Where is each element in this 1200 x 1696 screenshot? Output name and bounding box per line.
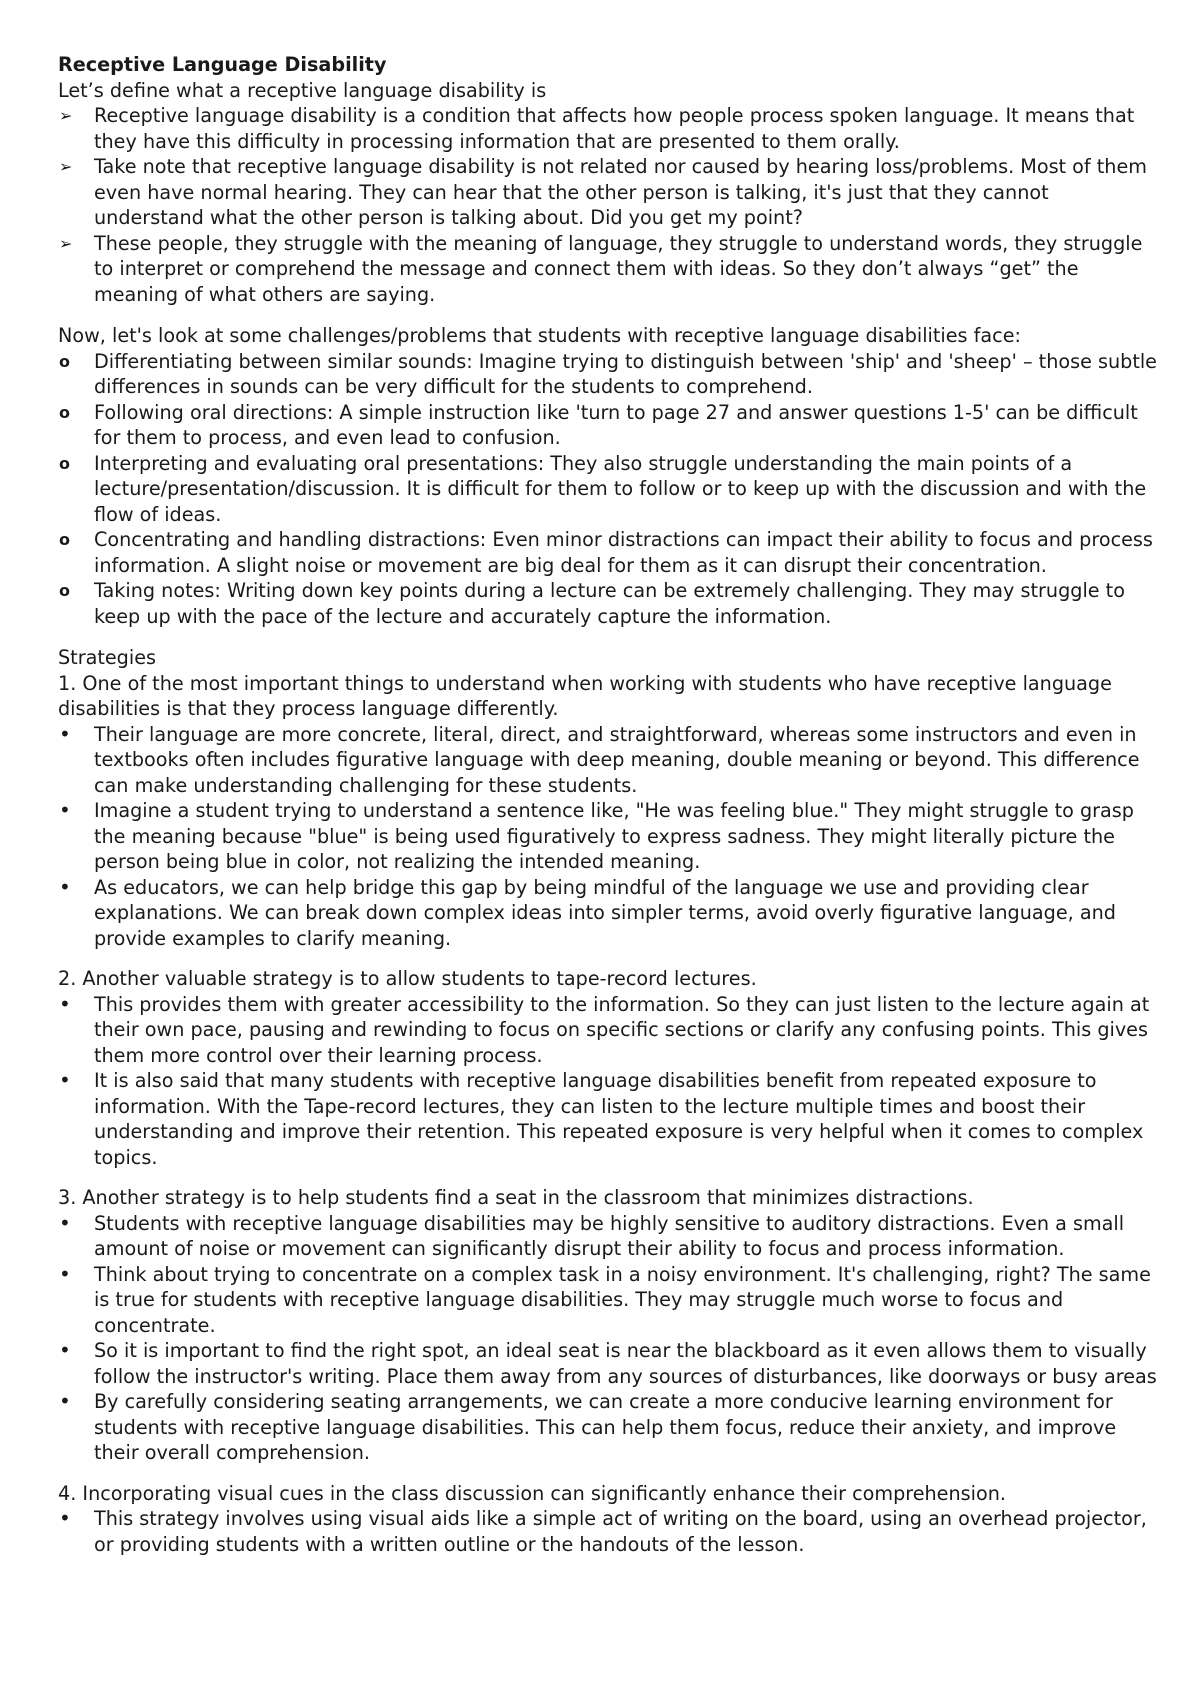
list-item: • This provides them with greater accessibility to the information. So they can just listen to the lecture again at their own pace, pausing and rewinding to focus on specific sections or clarify any confusing points. This gives them more control over their learning process. [59, 991, 1150, 1067]
dot-bullet-icon: • [59, 1210, 71, 1235]
intro-line: Let’s define what a receptive language disability is [58, 78, 547, 102]
strategy-1-heading: 1. One of the most important things to understand when working with students who have receptive language disabilities is that they process language differently. [58, 671, 1112, 720]
list-item: • By carefully considering seating arrangements, we can create a more conducive learning environment for students with receptive language disabilities. This can help them focus, reduce their anxiety, and improve their overall comprehension. [59, 1389, 1117, 1464]
challenges-list [58, 349, 1158, 630]
strategy-4-list [58, 1506, 1158, 1557]
arrow-bullet-icon: ➢ [59, 106, 73, 125]
list-item: • Think about trying to concentrate on a complex task in a noisy environment. It's challenging, right? The same is true for students with receptive language disabilities. They may struggle much worse to focus and concentrate. [59, 1261, 1151, 1337]
arrow-bullet-icon: ➢ [59, 233, 73, 253]
list-item: o Interpreting and evaluating oral presentations: They also struggle understanding the main points of a lecture/presentation/discussion. It is difficult for them to follow or to keep up with the discussion and with the flow of ideas. [59, 451, 1147, 526]
strategy-3-list [58, 1211, 1158, 1466]
dot-bullet-icon: • [59, 1389, 71, 1413]
dot-bullet-icon: • [59, 1506, 71, 1530]
document-page [58, 52, 1158, 1557]
circle-bullet-icon: o [59, 351, 70, 371]
list-item: • So it is important to find the right spot, an ideal seat is near the blackboard as it even allows them to visually follow the instructor's writing. Place them away from any sources of disturbances, like doorways or busy areas [59, 1338, 1157, 1388]
dot-bullet-icon: • [59, 1338, 71, 1362]
list-item: • Imagine a student trying to understand a sentence like, "He was feeling blue." They might struggle to grasp the meaning because "blue" is being used figuratively to express sadness. They might literally picture the person being blue in color, not realizing the intended meaning. [59, 798, 1134, 873]
document-title: Receptive Language Disability [58, 53, 387, 76]
list-item: • This strategy involves using visual aids like a simple act of writing on the board, using an overhead projector, or providing students with a written outline or the handouts of the lesson. [59, 1506, 1147, 1556]
list-item: • It is also said that many students with receptive language disabilities benefit from repeated exposure to information. With the Tape-record lectures, they can listen to the lecture multiple times and boost their understanding and improve their retention. This repeated exposure is very helpful when it comes to complex topics. [59, 1068, 1144, 1169]
circle-bullet-icon: o [59, 581, 70, 600]
strategy-1-list [58, 722, 1158, 952]
circle-bullet-icon: o [59, 453, 70, 473]
strategies-heading: Strategies [58, 646, 156, 669]
arrow-bullet-icon: ➢ [59, 157, 73, 176]
dot-bullet-icon: • [59, 991, 71, 1016]
list-item: o Following oral directions: A simple instruction like 'turn to page 27 and answer questions 1-5' can be difficult for them to process, and even lead to confusion. [59, 400, 1138, 449]
strategy-2-heading: 2. Another valuable strategy is to allow students to tape-record lectures. [58, 967, 757, 990]
challenges-intro: Now, let's look at some challenges/problems that students with receptive language disabilities face: [58, 324, 1021, 347]
dot-bullet-icon: • [59, 1261, 71, 1286]
dot-bullet-icon: • [59, 721, 71, 746]
dot-bullet-icon: • [59, 874, 71, 899]
list-item: o Taking notes: Writing down key points during a lecture can be extremely challenging. They may struggle to keep up with the pace of the lecture and accurately capture the information. [59, 579, 1125, 628]
list-item: o Concentrating and handling distractions: Even minor distractions can impact their ability to focus and process information. A slight noise or movement are big deal for them as it can disrupt their concentration. [59, 528, 1153, 577]
list-item: • Students with receptive language disabilities may be highly sensitive to auditory distractions. Even a small amount of noise or movement can significantly disrupt their ability to focus and process information. [59, 1210, 1125, 1260]
circle-bullet-icon: o [59, 530, 70, 549]
definition-list [58, 103, 1158, 307]
strategy-4-heading: 4. Incorporating visual cues in the class discussion can significantly enhance their comprehension. [58, 1481, 1006, 1505]
circle-bullet-icon: o [59, 402, 70, 422]
dot-bullet-icon: • [59, 1068, 71, 1092]
list-item: ➢ These people, they struggle with the meaning of language, they struggle to understand words, they struggle to interpret or comprehend the message and connect them with ideas. So they don’t always “get” the meaning of what others are saying. [59, 231, 1143, 306]
list-item: o Differentiating between similar sounds: Imagine trying to distinguish between 'ship' and 'sheep' – those subtle differences in sounds can be very difficult for the students to comprehend. [59, 349, 1157, 398]
list-item: ➢ Receptive language disability is a condition that affects how people process spoken language. It means that they have this difficulty in processing information that are presented to them orally. [59, 104, 1135, 153]
list-item: • Their language are more concrete, literal, direct, and straightforward, whereas some instructors and even in textbooks often includes figurative language with deep meaning, double meaning or beyond. This difference can make understanding challenging for these students. [59, 721, 1140, 797]
dot-bullet-icon: • [59, 798, 71, 822]
strategy-2-list [58, 992, 1158, 1171]
list-item: • As educators, we can help bridge this gap by being mindful of the language we use and providing clear explanations. We can break down complex ideas into simpler terms, avoid overly figurative language, and provide examples to clarify meaning. [59, 874, 1116, 950]
list-item: ➢ Take note that receptive language disability is not related nor caused by hearing loss/problems. Most of them even have normal hearing. They can hear that the other person is talking, it's just that they cannot understand what the other person is talking about. Did you get my point? [59, 155, 1147, 229]
strategy-3-heading: 3. Another strategy is to help students find a seat in the classroom that minimizes distractions. [58, 1186, 974, 1209]
